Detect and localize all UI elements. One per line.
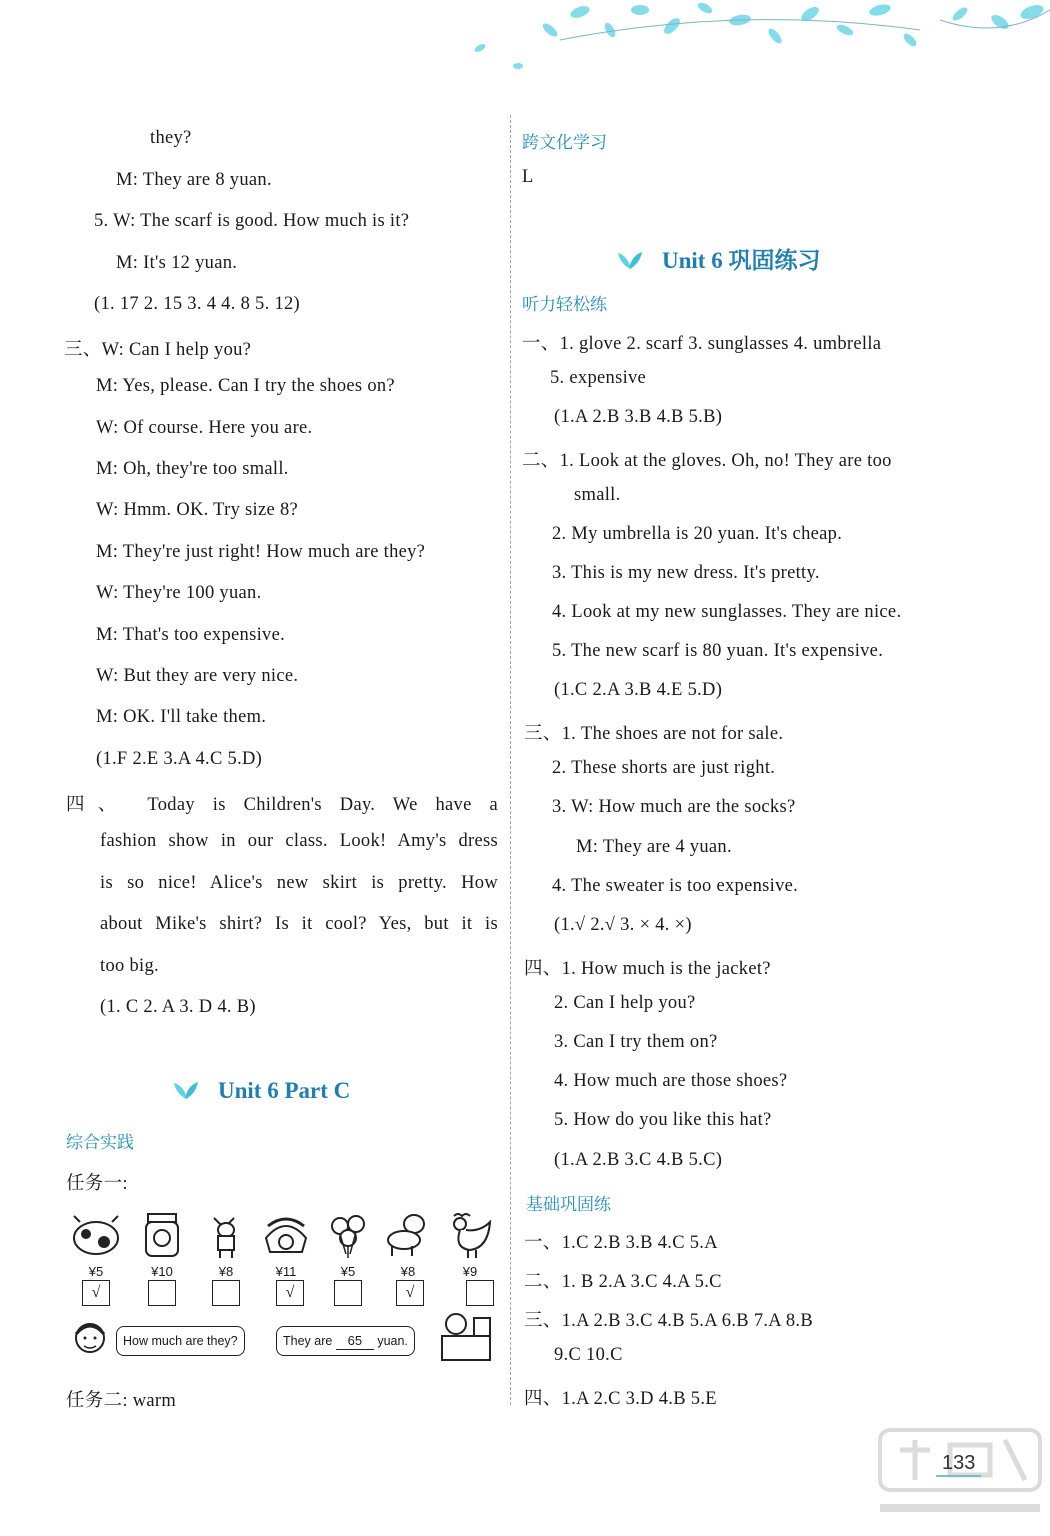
text-line: 2. These shorts are just right. [552, 758, 776, 778]
text-line: 2. Can I help you? [554, 993, 696, 1013]
phone-icon [260, 1208, 312, 1260]
rooster-icon [444, 1208, 496, 1260]
text-line: 5. How do you like this hat? [554, 1110, 772, 1130]
leaf-icon [172, 1079, 200, 1101]
text-line: 4. The sweater is too expensive. [552, 876, 799, 896]
text-line: M: It's 12 yuan. [116, 253, 238, 273]
bubble-text: They are [283, 1334, 333, 1348]
text-line: 2. My umbrella is 20 yuan. It's cheap. [552, 524, 843, 544]
jar-icon [136, 1208, 188, 1260]
task-label: 任务一: [66, 1174, 128, 1194]
answer-line: (1.C 2.A 3.B 4.E 5.D) [554, 680, 723, 700]
section-label: 跨文化学习 [522, 133, 607, 153]
text-line: M: Yes, please. Can I try the shoes on? [96, 376, 395, 396]
text-line: W: They're 100 yuan. [96, 583, 262, 603]
text-line: 5. W: The scarf is good. How much is it? [94, 211, 410, 231]
heading-text: Unit 6 Part C [218, 1078, 351, 1103]
text-line: is so nice! Alice's new skirt is pretty. How [100, 873, 498, 893]
answer-checkbox[interactable]: √ [396, 1280, 424, 1306]
price-label: ¥5 [340, 1264, 356, 1279]
price-label: ¥9 [462, 1264, 478, 1279]
column-divider [510, 115, 511, 1405]
answer-line: 四、1.A 2.C 3.D 4.B 5.E [524, 1389, 717, 1409]
price-label: ¥8 [218, 1264, 234, 1279]
answer-line: (1.A 2.B 3.C 4.B 5.C) [554, 1150, 723, 1170]
answer-checkbox[interactable] [334, 1280, 362, 1306]
text-line: 5. expensive [550, 368, 647, 388]
text-line: 5. The new scarf is 80 yuan. It's expensive. [552, 641, 884, 661]
text-line: 三、W: Can I help you? [64, 340, 252, 360]
answer-line: L [522, 167, 534, 187]
text-line: they? [150, 128, 192, 148]
answer-line: (1.√ 2.√ 3. × 4. ×) [554, 915, 692, 935]
text-line: 4. How much are those shoes? [554, 1071, 788, 1091]
section-heading [172, 1078, 350, 1104]
text-line: 四、1. How much is the jacket? [524, 959, 771, 979]
answer-checkbox[interactable] [212, 1280, 240, 1306]
answer-checkbox[interactable] [466, 1280, 494, 1306]
text-line: small. [574, 485, 621, 505]
text-line: about Mike's shirt? Is it cool? Yes, but it is [100, 914, 498, 934]
answer-line: (1. 17 2. 15 3. 4 4. 8 5. 12) [94, 294, 301, 314]
answer-checkbox[interactable]: √ [82, 1280, 110, 1306]
answer-checkbox[interactable] [148, 1280, 176, 1306]
section-label: 综合实践 [66, 1133, 134, 1153]
text-line: 二、1. Look at the gloves. Oh, no! They are too [522, 451, 892, 471]
text-line: 一、1. glove 2. scarf 3. sunglasses 4. umbrella [522, 334, 882, 354]
boy-icon [70, 1318, 110, 1362]
answer-checkbox[interactable]: √ [276, 1280, 304, 1306]
answer-line: (1.F 2.E 3.A 4.C 5.D) [96, 749, 263, 769]
section-heading [616, 242, 820, 275]
right-column [520, 0, 970, 1536]
dog-icon [382, 1208, 434, 1260]
answer-line: 一、1.C 2.B 3.B 4.C 5.A [524, 1233, 718, 1253]
answer-line: 二、1. B 2.A 3.C 4.A 5.C [524, 1272, 722, 1292]
text-line: M: OK. I'll take them. [96, 707, 267, 727]
speech-bubble-answer [276, 1326, 415, 1356]
section-label: 基础巩固练 [526, 1195, 611, 1215]
text-line: M: They are 8 yuan. [116, 170, 272, 190]
text-line: too big. [100, 956, 159, 976]
text-line: 4. Look at my new sunglasses. They are nice. [552, 602, 902, 622]
shopkeeper-icon [436, 1310, 496, 1362]
text-line: W: But they are very nice. [96, 666, 299, 686]
bubble-text: yuan. [377, 1334, 408, 1348]
price-label: ¥11 [275, 1264, 297, 1279]
task-label: 任务二: warm [66, 1391, 177, 1411]
price-label: ¥10 [151, 1264, 173, 1279]
answer-line: 9.C 10.C [554, 1345, 623, 1365]
text-line: 四、 Today is Children's Day. We have a [66, 795, 498, 815]
text-line: M: They're just right! How much are they? [96, 542, 426, 562]
text-line: 三、1. The shoes are not for sale. [524, 724, 784, 744]
answer-blank[interactable]: 65 [336, 1333, 374, 1350]
leaf-icon [616, 249, 644, 271]
price-label: ¥8 [400, 1264, 416, 1279]
goat-icon [200, 1208, 252, 1260]
speech-bubble-question: How much are they? [116, 1326, 245, 1356]
text-line: 3. W: How much are the socks? [552, 797, 796, 817]
text-line: W: Of course. Here you are. [96, 418, 313, 438]
page-number: 133 [936, 1452, 981, 1477]
price-label: ¥5 [88, 1264, 104, 1279]
cow-icon [70, 1208, 122, 1260]
answer-line: 三、1.A 2.B 3.C 4.B 5.A 6.B 7.A 8.B [524, 1311, 813, 1331]
answer-line: (1. C 2. A 3. D 4. B) [100, 997, 256, 1017]
text-line: M: Oh, they're too small. [96, 459, 289, 479]
section-label: 听力轻松练 [522, 295, 607, 315]
text-line: 3. Can I try them on? [554, 1032, 718, 1052]
text-line: 3. This is my new dress. It's pretty. [552, 563, 820, 583]
task-picture-row [70, 1208, 500, 1308]
heading-text: Unit 6 巩固练习 [662, 248, 821, 273]
flowers-icon [322, 1208, 374, 1260]
text-line: W: Hmm. OK. Try size 8? [96, 500, 298, 520]
answer-line: (1.A 2.B 3.B 4.B 5.B) [554, 407, 723, 427]
text-line: M: They are 4 yuan. [576, 837, 732, 857]
text-line: fashion show in our class. Look! Amy's dress [100, 831, 498, 851]
text-line: M: That's too expensive. [96, 625, 286, 645]
